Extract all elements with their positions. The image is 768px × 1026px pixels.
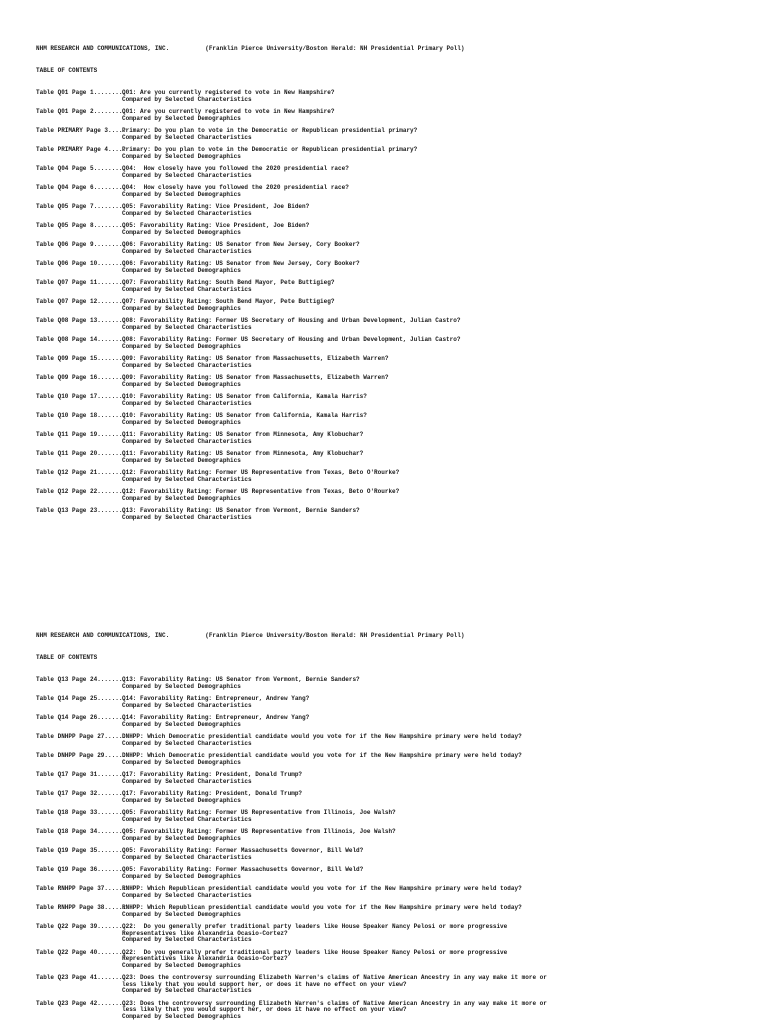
toc-entry-subtitle: Compared by Selected Demographics: [122, 720, 241, 728]
toc-entry-subtitle: Compared by Selected Demographics: [122, 380, 241, 388]
toc-list: [36, 90, 736, 521]
toc-entry-subtitle: Compared by Selected Demographics: [122, 152, 241, 160]
toc-entry-body: [122, 810, 722, 823]
toc-entry-body: [122, 696, 722, 709]
toc-entry-subtitle: Compared by Selected Characteristics: [122, 437, 252, 445]
toc-entry-reference: Table Q18 Page 33........: [36, 809, 127, 816]
toc-entry-subtitle: Compared by Selected Characteristics: [122, 399, 252, 407]
toc-entry: [36, 90, 736, 103]
toc-entry-question: Q05: Favorability Rating: Vice President, Joe Biden?: [122, 203, 310, 210]
toc-entry-body: [122, 375, 722, 388]
toc-entry: [36, 867, 736, 880]
toc-entry-subtitle: Compared by Selected Characteristics: [122, 209, 252, 217]
toc-entry-subtitle: Compared by Selected Demographics: [122, 190, 241, 198]
toc-entry-question: Q14: Favorability Rating: Entrepreneur, Andrew Yang?: [122, 695, 310, 702]
toc-entry-reference: Table Q14 Page 26........: [36, 714, 127, 721]
toc-entry-question: DNHPP: Which Democratic presidential candidate would you vote for if the New Hampshire primary were held today?: [122, 752, 522, 759]
toc-entry-subtitle: Compared by Selected Demographics: [122, 304, 241, 312]
toc-entry-subtitle: Compared by Selected Demographics: [122, 961, 241, 969]
toc-title: TABLE OF CONTENTS: [36, 654, 98, 661]
toc-entry: [36, 905, 736, 918]
toc-entry: [36, 696, 736, 709]
toc-entry-question: Q06: Favorability Rating: US Senator from New Jersey, Cory Booker?: [122, 260, 360, 267]
toc-entry-subtitle: Compared by Selected Characteristics: [122, 936, 252, 943]
toc-entry-body: [122, 848, 722, 861]
toc-entry-question: Q09: Favorability Rating: US Senator from Massachusetts, Elizabeth Warren?: [122, 355, 389, 362]
toc-title: TABLE OF CONTENTS: [36, 67, 98, 74]
toc-entry-body: [122, 677, 722, 690]
toc-entry-subtitle: Compared by Selected Characteristics: [122, 475, 252, 483]
toc-entry: [36, 394, 736, 407]
toc-entry-body: [122, 772, 722, 785]
toc-entry-reference: Table Q06 Page 10........: [36, 260, 127, 267]
toc-entry-question: Q14: Favorability Rating: Entrepreneur, Andrew Yang?: [122, 714, 310, 721]
toc-entry-body: [122, 1001, 722, 1021]
toc-entry-subtitle: Compared by Selected Demographics: [122, 228, 241, 236]
toc-entry-reference: Table DNHPP Page 29......: [36, 752, 127, 759]
toc-entry-reference: Table Q10 Page 17........: [36, 393, 127, 400]
toc-entry-reference: Table Q22 Page 40........: [36, 948, 127, 956]
toc-entry-subtitle: Compared by Selected Characteristics: [122, 285, 252, 293]
toc-entry-reference: Table Q04 Page 5.........: [36, 165, 127, 172]
toc-entry-question: Q12: Favorability Rating: Former US Representative from Texas, Beto O'Rourke?: [122, 469, 400, 476]
toc-entry-question: Q05: Favorability Rating: Former US Representative from Illinois, Joe Walsh?: [122, 809, 396, 816]
toc-entry-body: [122, 508, 722, 521]
toc-entry: [36, 451, 736, 464]
toc-entry-reference: Table Q23 Page 42........: [36, 999, 127, 1007]
toc-entry-body: [122, 905, 722, 918]
toc-entry-subtitle: Compared by Selected Characteristics: [122, 513, 252, 521]
toc-entry-body: [122, 223, 722, 236]
toc-entry: [36, 677, 736, 690]
toc-entry-question: Primary: Do you plan to vote in the Democratic or Republican presidential primary?: [122, 127, 418, 134]
page-header: NHM RESEARCH AND COMMUNICATIONS, INC. (Franklin Pierce University/Boston Herald: NH Presidential Primary Poll): [36, 632, 465, 639]
toc-entry-reference: Table Q14 Page 25........: [36, 695, 127, 702]
toc-entry-question: Q11: Favorability Rating: US Senator from Minnesota, Amy Klobuchar?: [122, 450, 364, 457]
toc-entry-question: RNHPP: Which Republican presidential candidate would you vote for if the New Hampshire primary were held today?: [122, 904, 522, 911]
toc-entry-body: [122, 318, 722, 331]
toc-entry-body: [122, 975, 722, 995]
toc-entry-reference: Table Q17 Page 32........: [36, 790, 127, 797]
toc-entry: [36, 318, 736, 331]
toc-entry-reference: Table Q19 Page 35........: [36, 847, 127, 854]
toc-entry-subtitle: Compared by Selected Demographics: [122, 456, 241, 464]
toc-entry-subtitle: Compared by Selected Characteristics: [122, 171, 252, 179]
toc-entry: [36, 886, 736, 899]
toc-entry-question: Q05: Favorability Rating: Vice President, Joe Biden?: [122, 222, 310, 229]
toc-entry-question: Q04: How closely have you followed the 2020 presidential race?: [122, 165, 349, 172]
toc-entry-body: [122, 242, 722, 255]
toc-entry-subtitle: Compared by Selected Characteristics: [122, 361, 252, 369]
toc-entry-subtitle: Compared by Selected Demographics: [122, 682, 241, 690]
toc-entry: [36, 753, 736, 766]
toc-entry-body: [122, 128, 722, 141]
toc-entry-body: [122, 924, 722, 944]
toc-entry-reference: Table Q18 Page 34........: [36, 828, 127, 835]
toc-entry-reference: Table Q05 Page 8.........: [36, 222, 127, 229]
toc-entry: [36, 375, 736, 388]
toc-entry-body: [122, 280, 722, 293]
toc-entry-question: Q11: Favorability Rating: US Senator from Minnesota, Amy Klobuchar?: [122, 431, 364, 438]
toc-entry-question: Q23: Does the controversy surrounding Elizabeth Warren's claims of Native American Ancestry in any way make it more or less likely that you would support her, or does it have no effect on your view?: [122, 974, 547, 988]
toc-entry-body: [122, 166, 722, 179]
toc-entry: [36, 128, 736, 141]
toc-entry-body: [122, 829, 722, 842]
toc-entry-body: [122, 734, 722, 747]
toc-entry-reference: Table Q12 Page 22........: [36, 488, 127, 495]
toc-entry-question: Q22: Do you generally prefer traditional party leaders like House Speaker Nancy Pelosi or more progressive Representatives like Alexandria Ocasio-Cortez?: [122, 923, 508, 937]
toc-entry: [36, 242, 736, 255]
toc-entry-reference: Table Q13 Page 23........: [36, 507, 127, 514]
toc-entry-subtitle: Compared by Selected Demographics: [122, 418, 241, 426]
toc-entry-subtitle: Compared by Selected Characteristics: [122, 133, 252, 141]
toc-entry-reference: Table Q12 Page 21........: [36, 469, 127, 476]
toc-entry-question: Q13: Favorability Rating: US Senator from Vermont, Bernie Sanders?: [122, 676, 360, 683]
toc-entry: [36, 261, 736, 274]
toc-entry-question: Q17: Favorability Rating: President, Donald Trump?: [122, 790, 303, 797]
toc-entry-subtitle: Compared by Selected Demographics: [122, 114, 241, 122]
toc-entry-reference: Table Q10 Page 18........: [36, 412, 127, 419]
toc-entry: [36, 810, 736, 823]
document-page-1: [36, 45, 736, 527]
toc-entry-body: [122, 337, 722, 350]
toc-entry-subtitle: Compared by Selected Characteristics: [122, 247, 252, 255]
toc-entry-subtitle: Compared by Selected Demographics: [122, 266, 241, 274]
toc-entry-question: Q05: Favorability Rating: Former Massachusetts Governor, Bill Weld?: [122, 847, 364, 854]
toc-entry: [36, 950, 736, 970]
toc-entry-subtitle: Compared by Selected Characteristics: [122, 95, 252, 103]
toc-entry-body: [122, 489, 722, 502]
toc-entry: [36, 489, 736, 502]
toc-entry-subtitle: Compared by Selected Characteristics: [122, 701, 252, 709]
toc-entry-body: [122, 791, 722, 804]
toc-entry-reference: Table Q01 Page 1.........: [36, 89, 127, 96]
toc-entry-subtitle: Compared by Selected Demographics: [122, 494, 241, 502]
toc-entry-question: Primary: Do you plan to vote in the Democratic or Republican presidential primary?: [122, 146, 418, 153]
toc-entry: [36, 299, 736, 312]
toc-entry-subtitle: Compared by Selected Demographics: [122, 1012, 241, 1020]
toc-entry: [36, 166, 736, 179]
toc-entry-reference: Table Q09 Page 15........: [36, 355, 127, 362]
toc-entry-reference: Table Q17 Page 31........: [36, 771, 127, 778]
toc-entry-body: [122, 886, 722, 899]
toc-entry-reference: Table Q23 Page 41........: [36, 974, 127, 981]
toc-entry: [36, 280, 736, 293]
toc-entry-question: Q10: Favorability Rating: US Senator from California, Kamala Harris?: [122, 393, 367, 400]
toc-entry-body: [122, 753, 722, 766]
toc-entry: [36, 791, 736, 804]
toc-entry-subtitle: Compared by Selected Demographics: [122, 910, 241, 918]
toc-entry-reference: Table RNHPP Page 38......: [36, 904, 127, 911]
toc-entry-question: Q06: Favorability Rating: US Senator from New Jersey, Cory Booker?: [122, 241, 360, 248]
toc-entry-body: [122, 432, 722, 445]
toc-entry-reference: Table Q07 Page 11........: [36, 279, 127, 286]
toc-entry-question: Q04: How closely have you followed the 2020 presidential race?: [122, 184, 349, 191]
toc-entry: [36, 204, 736, 217]
toc-entry-question: Q09: Favorability Rating: US Senator from Massachusetts, Elizabeth Warren?: [122, 374, 389, 381]
toc-entry-subtitle: Compared by Selected Characteristics: [122, 323, 252, 331]
toc-entry-reference: Table Q22 Page 39........: [36, 923, 127, 930]
toc-entry-reference: Table Q01 Page 2.........: [36, 108, 127, 115]
toc-entry: [36, 337, 736, 350]
toc-entry-body: [122, 413, 722, 426]
toc-entry-question: Q08: Favorability Rating: Former US Secretary of Housing and Urban Development, Julian Castro?: [122, 336, 461, 343]
toc-entry-reference: Table RNHPP Page 37......: [36, 885, 127, 892]
toc-entry-subtitle: Compared by Selected Characteristics: [122, 777, 252, 785]
page-header: NHM RESEARCH AND COMMUNICATIONS, INC. (Franklin Pierce University/Boston Herald: NH Presidential Primary Poll): [36, 45, 465, 52]
toc-entry-reference: Table Q04 Page 6.........: [36, 184, 127, 191]
toc-entry-question: RNHPP: Which Republican presidential candidate would you vote for if the New Hampshire primary were held today?: [122, 885, 522, 892]
toc-entry-reference: Table Q07 Page 12........: [36, 298, 127, 305]
toc-entry-body: [122, 109, 722, 122]
toc-entry-body: [122, 715, 722, 728]
toc-entry-question: Q12: Favorability Rating: Former US Representative from Texas, Beto O'Rourke?: [122, 488, 400, 495]
toc-entry: [36, 715, 736, 728]
toc-entry-body: [122, 90, 722, 103]
toc-entry-question: Q05: Favorability Rating: Former US Representative from Illinois, Joe Walsh?: [122, 828, 396, 835]
toc-entry-subtitle: Compared by Selected Demographics: [122, 872, 241, 880]
toc-entry-question: DNHPP: Which Democratic presidential candidate would you vote for if the New Hampshire primary were held today?: [122, 733, 522, 740]
toc-entry-body: [122, 185, 722, 198]
toc-entry-question: Q08: Favorability Rating: Former US Secretary of Housing and Urban Development, Julian Castro?: [122, 317, 461, 324]
toc-entry-question: Q10: Favorability Rating: US Senator from California, Kamala Harris?: [122, 412, 367, 419]
toc-entry-subtitle: Compared by Selected Demographics: [122, 342, 241, 350]
toc-entry-question: Q17: Favorability Rating: President, Donald Trump?: [122, 771, 303, 778]
toc-entry: [36, 924, 736, 944]
toc-entry: [36, 432, 736, 445]
toc-entry-subtitle: Compared by Selected Characteristics: [122, 891, 252, 899]
toc-entry-question: Q01: Are you currently registered to vote in New Hampshire?: [122, 89, 335, 96]
toc-entry-body: [122, 204, 722, 217]
toc-entry-reference: Table PRIMARY Page 4.....: [36, 146, 127, 153]
toc-entry: [36, 734, 736, 747]
toc-entry-body: [122, 451, 722, 464]
toc-entry: [36, 772, 736, 785]
toc-entry-reference: Table Q06 Page 9.........: [36, 241, 127, 248]
toc-entry-reference: Table Q08 Page 14........: [36, 336, 127, 343]
toc-entry-body: [122, 356, 722, 369]
toc-entry-subtitle: Compared by Selected Characteristics: [122, 815, 252, 823]
toc-entry-subtitle: Compared by Selected Characteristics: [122, 739, 252, 747]
toc-entry-subtitle: Compared by Selected Demographics: [122, 834, 241, 842]
toc-entry-question: Q01: Are you currently registered to vote in New Hampshire?: [122, 108, 335, 115]
toc-entry-question: Q23: Does the controversy surrounding Elizabeth Warren's claims of Native American Ancestry in any way make it more or less likely that you would support her, or does it have no effect on your view?: [122, 999, 547, 1013]
toc-entry-reference: Table Q05 Page 7.........: [36, 203, 127, 210]
toc-entry: [36, 975, 736, 995]
toc-entry: [36, 147, 736, 160]
toc-entry-body: [122, 299, 722, 312]
toc-entry: [36, 185, 736, 198]
toc-entry-subtitle: Compared by Selected Characteristics: [122, 987, 252, 994]
toc-entry: [36, 829, 736, 842]
toc-entry-reference: Table Q11 Page 20........: [36, 450, 127, 457]
document-page-2: [36, 632, 736, 1026]
toc-entry: [36, 508, 736, 521]
toc-list: [36, 677, 736, 1020]
toc-entry: [36, 1001, 736, 1021]
toc-entry-reference: Table Q09 Page 16........: [36, 374, 127, 381]
toc-entry: [36, 848, 736, 861]
toc-entry-reference: Table Q11 Page 19........: [36, 431, 127, 438]
toc-entry: [36, 109, 736, 122]
toc-entry-body: [122, 950, 722, 970]
toc-entry: [36, 413, 736, 426]
toc-entry-body: [122, 394, 722, 407]
toc-entry-subtitle: Compared by Selected Demographics: [122, 758, 241, 766]
toc-entry-reference: Table Q19 Page 36........: [36, 866, 127, 873]
toc-entry-subtitle: Compared by Selected Characteristics: [122, 853, 252, 861]
toc-entry-subtitle: Compared by Selected Demographics: [122, 796, 241, 804]
toc-entry-body: [122, 261, 722, 274]
toc-entry: [36, 470, 736, 483]
toc-entry-question: Q22: Do you generally prefer traditional party leaders like House Speaker Nancy Pelosi or more progressive Representatives like Alexandria Ocasio-Cortez?: [122, 948, 508, 962]
toc-entry-reference: Table PRIMARY Page 3.....: [36, 127, 127, 134]
toc-entry-reference: Table Q08 Page 13........: [36, 317, 127, 324]
toc-entry-question: Q07: Favorability Rating: South Bend Mayor, Pete Buttigieg?: [122, 279, 335, 286]
toc-entry-reference: Table Q13 Page 24........: [36, 676, 127, 683]
toc-entry-reference: Table DNHPP Page 27......: [36, 733, 127, 740]
toc-entry-question: Q07: Favorability Rating: South Bend Mayor, Pete Buttigieg?: [122, 298, 335, 305]
toc-entry: [36, 356, 736, 369]
toc-entry-question: Q05: Favorability Rating: Former Massachusetts Governor, Bill Weld?: [122, 866, 364, 873]
toc-entry: [36, 223, 736, 236]
toc-entry-question: Q13: Favorability Rating: US Senator from Vermont, Bernie Sanders?: [122, 507, 360, 514]
toc-entry-body: [122, 470, 722, 483]
toc-entry-body: [122, 147, 722, 160]
toc-entry-body: [122, 867, 722, 880]
